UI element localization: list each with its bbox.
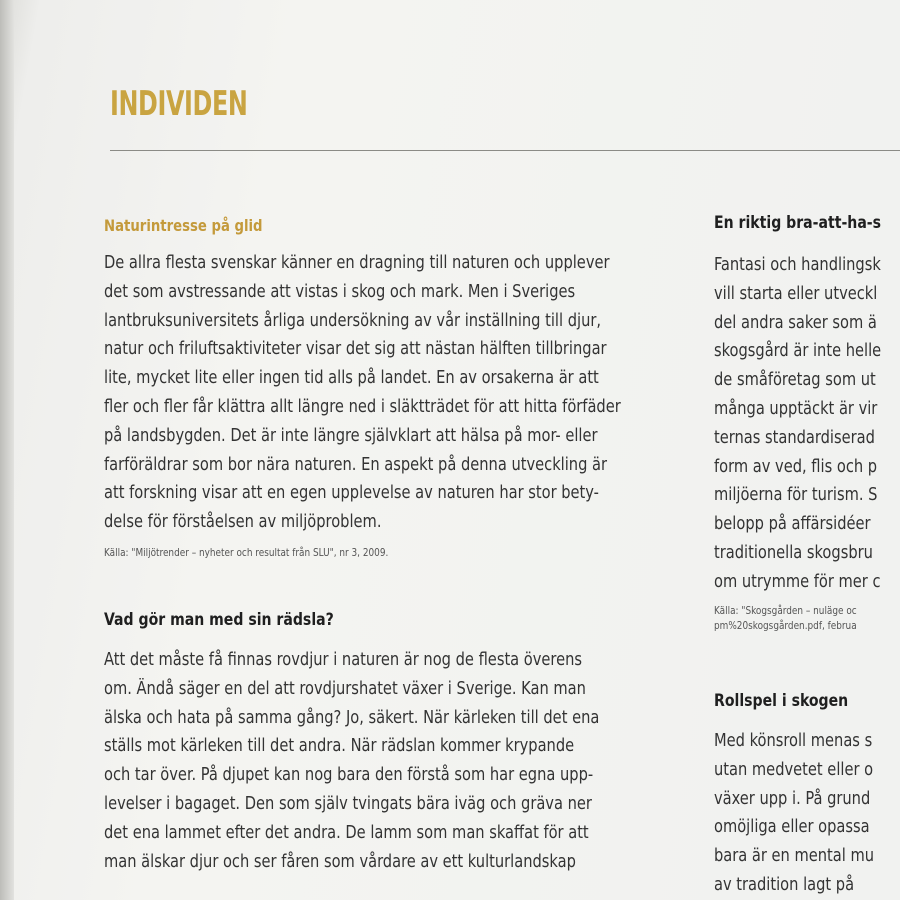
body-line: att forskning visar att en egen upplevelse av naturen har stor bety- (104, 483, 599, 504)
page-edge (0, 0, 14, 900)
body-line: det ena lammet efter det andra. De lamm som man skaffat för att (104, 822, 589, 843)
body-line: natur och friluftsaktiviteter visar det sig att nästan hälften tillbringar (104, 339, 607, 360)
body-line: älska och hata på samma gång? Jo, säkert. När kärleken till det ena (104, 707, 600, 728)
body-line: växer upp i. På grund (714, 788, 871, 809)
article-source (714, 603, 896, 633)
article-heading: Rollspel i skogen (714, 691, 849, 711)
source-line: pm%20skogsgården.pdf, februa (714, 618, 857, 632)
body-line: traditionella skogsbru (714, 542, 873, 563)
body-line: Fantasi och handlingsk (714, 255, 881, 275)
article-body (714, 251, 896, 597)
body-line: De allra flesta svenskar känner en dragning till naturen och upplever (104, 253, 610, 273)
body-line: Att det måste få finnas rovdjur i naturen är nog de flesta överens (104, 650, 583, 670)
body-line: miljöerna för turism. S (714, 485, 878, 506)
body-line: lantbruksuniversitets årliga undersökning av vår inställning till djur, (104, 310, 602, 331)
article-radsla (104, 610, 637, 876)
body-line: utan medvetet eller o (714, 759, 874, 780)
body-line: fler och fler får klättra allt längre ned i släktträdet för att hitta förfäder (104, 396, 621, 417)
body-line: skogsgård är inte helle (714, 341, 882, 362)
body-line: del andra saker som ä (714, 312, 877, 333)
body-line: på landsbygden. Det är inte längre självklart att hälsa på mor- eller (104, 425, 598, 446)
body-line: man älskar djur och ser fåren som vårdare av ett kulturlandskap (104, 851, 576, 872)
body-line: farföräldrar som bor nära naturen. En aspekt på denna utveckling är (104, 454, 608, 475)
source-line: Källa: "Skogsgården – nuläge oc (714, 603, 857, 617)
article-heading: Vad gör man med sin rädsla? (104, 610, 334, 630)
body-line: det som avstressande att vistas i skog och mark. Men i Sveriges (104, 281, 576, 302)
body-line: Med könsroll menas s (714, 731, 873, 751)
article-body (714, 727, 886, 900)
article-rollspel (714, 691, 886, 900)
body-line: bara är en mental mu (714, 846, 875, 867)
body-line: och tar över. På djupet kan nog bara den förstå som har egna upp- (104, 765, 594, 786)
body-line: belopp på affärsidéer (714, 514, 871, 535)
article-heading: En riktig bra-att-ha-s (714, 213, 882, 233)
body-line: ternas standardiserad (714, 427, 875, 448)
article-bra-att-ha (714, 213, 896, 633)
body-line: form av ved, flis och p (714, 456, 878, 477)
body-line: omöjliga eller opassa (714, 817, 870, 838)
body-line: delse för förståelsen av miljöproblem. (104, 512, 382, 533)
body-line: om utrymme för mer c (714, 571, 881, 592)
article-body (104, 249, 660, 537)
article-source: Källa: "Miljötrender – nyheter och resultat från SLU", nr 3, 2009. (104, 545, 389, 559)
body-line: de småföretag som ut (714, 370, 876, 391)
article-naturintresse (104, 216, 660, 560)
body-line: ställs mot kärleken till det andra. När rädslan kommer krypande (104, 736, 575, 757)
body-line: om. Ändå säger en del att rovdjurshatet växer i Sverige. Kan man (104, 678, 586, 699)
body-line: av tradition lagt på (714, 874, 855, 895)
article-heading: Naturintresse på glid (104, 216, 263, 235)
body-line: levelser i bagaget. Den som själv tvingats bära iväg och gräva ner (104, 793, 592, 814)
section-title: INDIVIDEN (110, 84, 248, 124)
header-rule (110, 150, 900, 151)
body-line: många upptäckt är vir (714, 398, 878, 419)
article-body (104, 646, 637, 876)
body-line: lite, mycket lite eller ingen tid alls på landet. En av orsakerna är att (104, 368, 599, 389)
body-line: vill starta eller utveckl (714, 283, 878, 304)
